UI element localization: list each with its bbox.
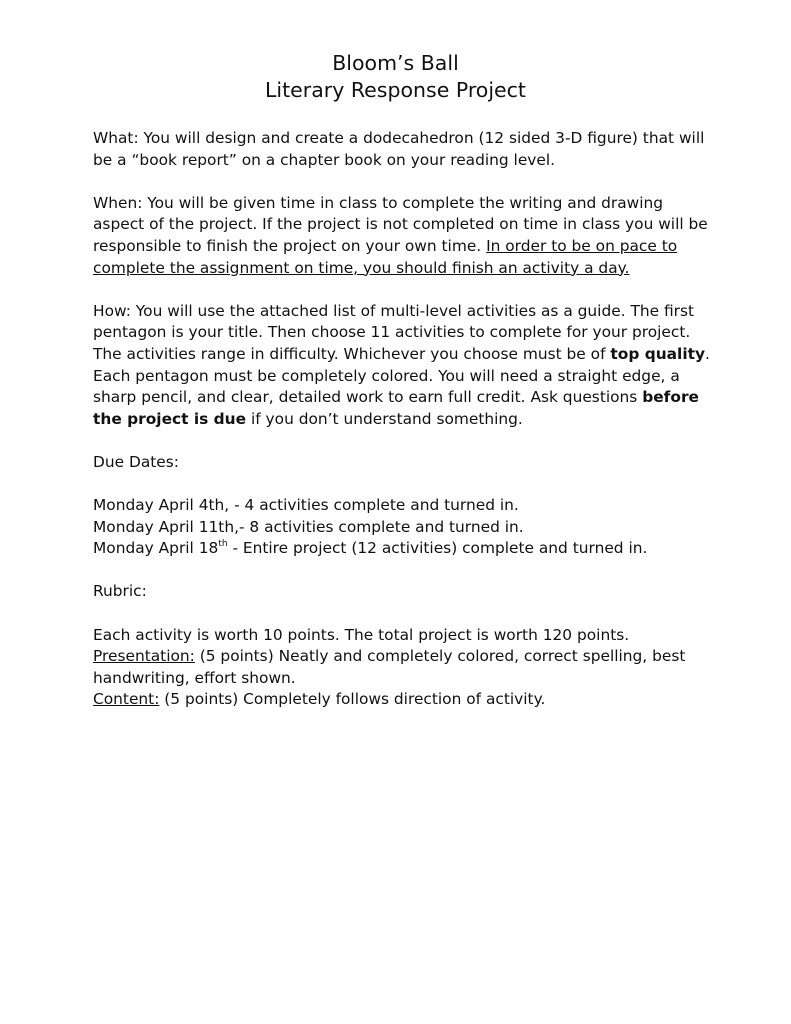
how-bold-1: top quality [610,344,705,363]
due-date-3-prefix: Monday April 18 [93,539,219,558]
when-underlined-text: In order to be on pace to complete the assignment on time, you should finish an activity a day. [93,236,678,277]
presentation-text: (5 points) Neatly and completely colored, correct spelling, best handwriting, effort shown. [93,647,686,687]
document-subtitle: Literary Response Project [265,78,526,102]
spacer [93,560,713,582]
what-paragraph: What: You will design and create a dodecahedron (12 sided 3-D figure) that will be a “book report” on a chapter book on your reading level. [93,129,705,169]
when-text: When: You will be given time in class to complete the writing and drawing aspect of the project. If the project is not completed on time in class you will be responsible to finish the project on your own time. [93,193,708,255]
how-text-1: How: You will use the attached list of multi-level activities as a guide. The first pentagon is your title. Then choose 11 activities to complete for your project. The activities range in difficulty. Whichever you choose must be of [93,301,695,363]
spacer [93,171,713,193]
content-label: Content: [93,690,160,709]
due-date-line-3 [93,538,713,560]
content-text: (5 points) Completely follows direction of activity. [159,690,546,709]
document-title: Bloom’s Ball [332,51,459,75]
spacer [93,430,713,452]
how-paragraph [93,301,713,431]
due-dates-heading: Due Dates: [93,452,179,471]
how-text-3: if you don’t understand something. [246,409,523,428]
rubric-presentation [93,646,713,689]
how-text-2: . Each pentagon must be completely colored. You will need a straight edge, a sharp pencil, and clear, detailed work to earn full credit. Ask questions [93,344,710,407]
spacer [93,474,713,496]
when-paragraph [93,193,713,279]
rubric-content [93,689,713,711]
rubric-heading: Rubric: [93,582,147,601]
due-date-3-suffix: - Entire project (12 activities) complete and turned in. [227,539,648,558]
due-date-line-2: Monday April 11th,- 8 activities complete and turned in. [93,517,524,536]
spacer [93,279,713,301]
due-date-line-1: Monday April 4th, - 4 activities complete and turned in. [93,496,519,515]
document-body [93,128,713,711]
rubric-intro: Each activity is worth 10 points. The total project is worth 120 points. [93,625,630,644]
spacer [93,603,713,625]
due-date-3-sup: th [218,539,228,550]
document-header [0,50,791,104]
how-bold-2: before the project is due [93,388,699,428]
presentation-label: Presentation: [93,647,195,666]
